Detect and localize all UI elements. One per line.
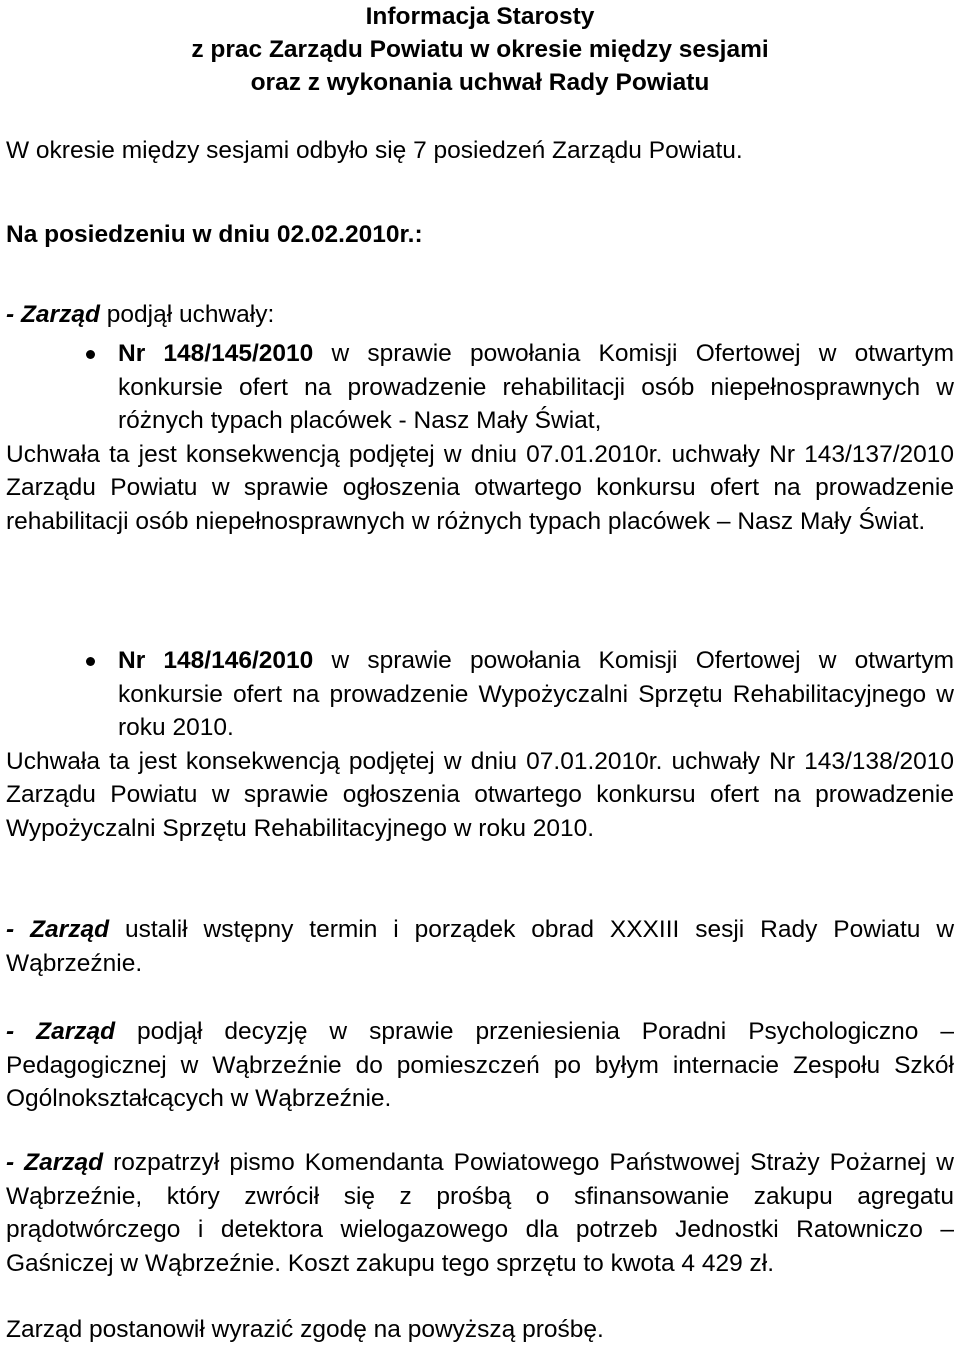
resolution-text: w sprawie powołania Komisji Ofertowej w otwartym konkursie ofert na prowadzenie Wypożyczalni Sprzętu Rehabilitacyjnego w roku 2010. <box>118 647 954 741</box>
relocation-paragraph <box>6 1015 954 1116</box>
resolution-note: Uchwała ta jest konsekwencją podjętej w dniu 07.01.2010r. uchwały Nr 143/137/2010 Zarządu Powiatu w sprawie ogłoszenia otwartego konkursu ofert na prowadzenie rehabilitacji osób niepełnosprawnych w różnych typach placówek – Nasz Mały Świat. <box>6 440 954 535</box>
list-item <box>6 337 954 438</box>
meeting-heading: Na posiedzeniu w dniu 02.02.2010r.: <box>6 221 423 248</box>
header-subtitle-line-2: oraz z wykonania uchwał Rady Powiatu <box>250 69 710 96</box>
resolution-item-1 <box>6 337 954 538</box>
board-label: - Zarząd <box>6 1018 116 1045</box>
decision-paragraph: Zarząd postanowił wyrazić zgodę na powyższą prośbę. <box>6 1316 604 1343</box>
session-text: ustalił wstępny termin i porządek obrad XXXIII sesji Rady Powiatu w Wąbrzeźnie. <box>6 916 955 977</box>
board-label: - Zarząd <box>6 916 110 943</box>
resolutions-lead-text: podjął uchwały: <box>99 301 275 328</box>
resolutions-lead <box>6 298 954 332</box>
bullet-icon <box>86 350 95 359</box>
resolution-item-2 <box>6 644 954 845</box>
list-item <box>6 644 954 745</box>
relocation-text: podjął decyzję w sprawie przeniesienia Poradni Psychologiczno – Pedagogicznej w Wąbrzeźnie do pomieszczeń po byłym internacie Zespołu Szkół Ogólnokształcących w Wąbrzeźnie. <box>6 1018 955 1112</box>
document-header <box>6 0 954 99</box>
resolution-number: Nr 148/145/2010 <box>118 340 314 367</box>
header-subtitle-line-1: z prac Zarządu Powiatu w okresie między sesjami <box>191 36 769 63</box>
header-title: Informacja Starosty <box>365 3 595 30</box>
fire-brigade-text: rozpatrzył pismo Komendanta Powiatowego Państwowej Straży Pożarnej w Wąbrzeźnie, który zwrócił się z prośbą o sfinansowanie zakupu agregatu prądotwórczego i detektora wielogazowego dla potrzeb Jednostki Ratowniczo – Gaśniczej w Wąbrzeźnie. Koszt zakupu tego sprzętu to kwota 4 429 zł. <box>6 1149 954 1277</box>
resolution-note: Uchwała ta jest konsekwencją podjętej w dniu 07.01.2010r. uchwały Nr 143/138/2010 Zarządu Powiatu w sprawie ogłoszenia otwartego konkursu ofert na prowadzenie Wypożyczalni Sprzętu Rehabilitacyjnego w roku 2010. <box>6 747 954 842</box>
resolution-text: w sprawie powołania Komisji Ofertowej w otwartym konkursie ofert na prowadzenie rehabilitacji osób niepełnosprawnych w różnych typach placówek - Nasz Mały Świat, <box>118 340 954 434</box>
session-paragraph <box>6 913 954 980</box>
fire-brigade-paragraph <box>6 1146 954 1280</box>
board-label: - Zarząd <box>6 301 100 328</box>
board-label: - Zarząd <box>6 1149 104 1176</box>
resolution-number: Nr 148/146/2010 <box>118 647 314 674</box>
intro-paragraph: W okresie między sesjami odbyło się 7 posiedzeń Zarządu Powiatu. <box>6 137 743 164</box>
bullet-icon <box>86 657 95 666</box>
